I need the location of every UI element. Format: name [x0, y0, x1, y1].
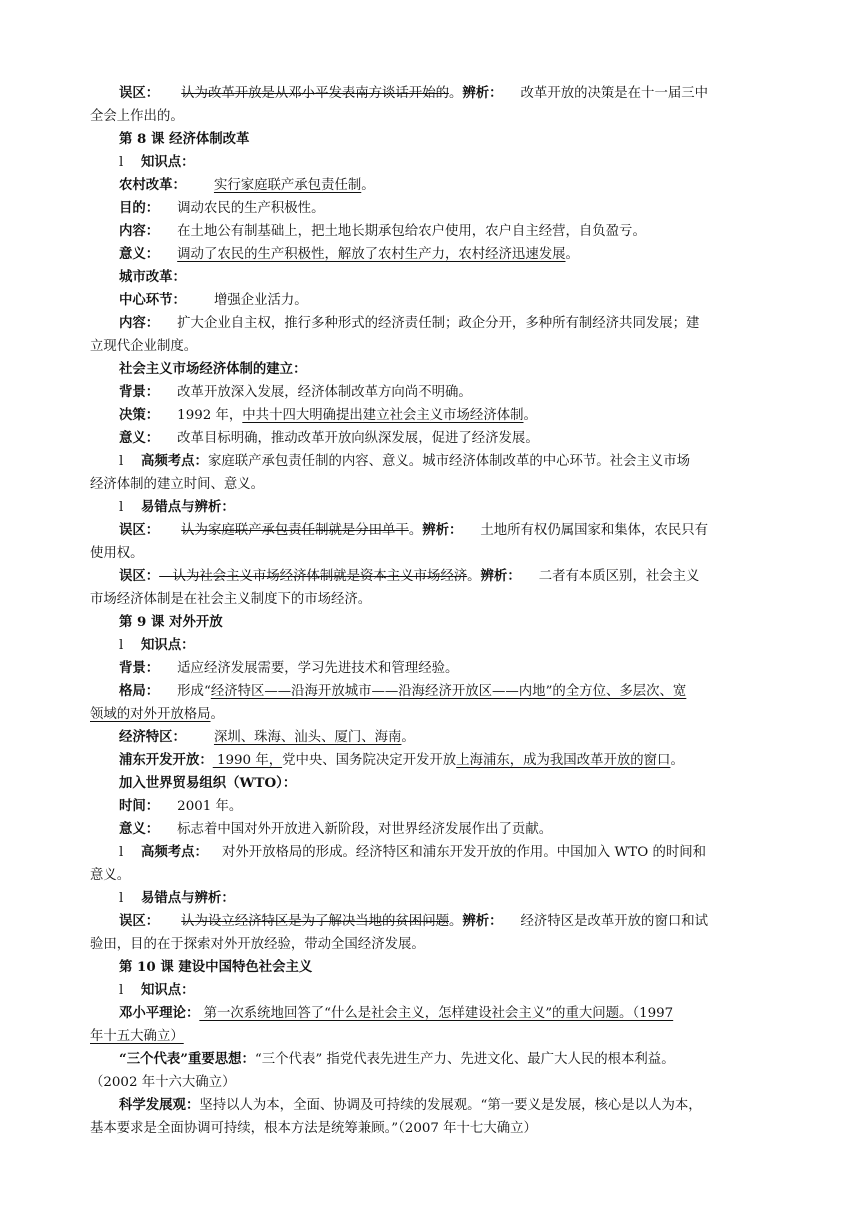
bold-term: 误区：: [119, 568, 160, 584]
text-segment: 第一次系统地回答了“什么是社会主义，怎样建设社会主义”的重大问题。（1997: [199, 1006, 674, 1021]
bold-term: 误区：: [119, 522, 160, 538]
text-line: [90, 1118, 537, 1140]
bold-term: 中心环节：: [119, 292, 186, 308]
text-line: [119, 244, 579, 266]
text-segment: 调动了农民的生产积极性，解放了农村生产力，农村经济迅速发展: [177, 247, 566, 262]
text-segment: 使用权。: [90, 546, 144, 561]
text-segment: 全会上作出的。: [90, 109, 184, 124]
text-segment: 经济体制的建立时间、意义。: [90, 477, 265, 492]
text-line: [90, 1026, 184, 1048]
text-line: [119, 1003, 673, 1025]
bold-term: 背景：: [119, 384, 160, 400]
text-segment: 改革目标明确，推动改革开放向纵深发展，促进了经济发展。: [177, 431, 539, 446]
text-line: [119, 520, 708, 542]
text-line: [119, 566, 699, 588]
text-segment: 验田，目的在于探索对外开放经验，带动全国经济发展。: [90, 937, 425, 952]
text-line: [119, 819, 552, 841]
text-line: [119, 727, 415, 749]
bold-term: 易错点与辨析：: [141, 499, 235, 515]
bold-term: 城市改革：: [119, 269, 186, 285]
text-segment: 党中央、国务院决定开发开放: [282, 753, 457, 768]
text-line: [119, 405, 537, 427]
text-line: [90, 543, 144, 565]
text-segment: l: [119, 638, 124, 653]
text-line: [119, 313, 699, 335]
bold-term: 意义：: [119, 430, 160, 446]
bold-term: 格局：: [119, 683, 160, 699]
text-segment: 。: [467, 569, 481, 584]
text-segment: （2002 年十六大确立）: [90, 1075, 236, 1090]
text-segment: 市场经济体制是在社会主义制度下的市场经济。: [90, 592, 372, 607]
bold-term: 辨析：: [480, 568, 521, 584]
text-segment: 认为家庭联产承包责任制就是分田单干: [181, 523, 409, 538]
bold-term: 决策：: [119, 407, 160, 423]
text-line: [119, 451, 690, 473]
bold-term: 第 9 课 对外开放: [119, 614, 223, 630]
text-line: [119, 1095, 702, 1117]
text-segment: l: [119, 891, 124, 906]
bold-term: 意义：: [119, 821, 160, 837]
bold-term: 辨析：: [462, 85, 503, 101]
bold-term: 辨析：: [422, 522, 463, 538]
bold-term: 邓小平理论：: [119, 1005, 200, 1021]
text-segment: 认为设立经济特区是为了解决当地的贫困问题: [181, 914, 449, 929]
text-line: [90, 589, 371, 611]
text-segment: 在土地公有制基础上，把土地长期承包给农户使用，农户自主经营，自负盈亏。: [177, 224, 646, 239]
bold-term: 意义：: [119, 246, 160, 262]
text-line: [119, 267, 186, 289]
text-segment: 。: [670, 753, 684, 768]
text-line: [119, 497, 235, 519]
text-line: [119, 980, 195, 1002]
text-line: [90, 865, 130, 887]
text-segment: 扩大企业自主权，推行多种形式的经济责任制；政企分开，多种所有制经济共同发展；建: [177, 316, 700, 331]
text-segment: 意义。: [90, 868, 131, 883]
bold-term: 科学发展观：: [119, 1097, 200, 1113]
bold-term: 误区：: [119, 85, 160, 101]
bold-term: 农村改革：: [119, 177, 186, 193]
text-line: [119, 359, 306, 381]
text-segment: 坚持以人为本，全面、协调及可持续的发展观。“第一要义是发展，核心是以人为本，: [199, 1098, 702, 1113]
text-segment: 土地所有权仍属国家和集体，农民只有: [480, 523, 709, 538]
text-segment: 。: [401, 730, 415, 745]
text-line: [119, 658, 458, 680]
bold-term: 第 10 课 建设中国特色社会主义: [119, 959, 313, 975]
text-line: [119, 612, 223, 634]
bold-term: 知识点：: [141, 982, 195, 998]
text-segment: “三个代表” 指党代表先进生产力、先进文化、最广大人民的根本利益。: [254, 1052, 675, 1067]
text-segment: 形成“: [177, 684, 211, 699]
text-segment: 改革开放的决策是在十一届三中: [520, 86, 709, 101]
text-segment: 标志着中国对外开放进入新阶段，对世界经济发展作出了贡献。: [177, 822, 553, 837]
text-segment: 家庭联产承包责任制的内容、意义。城市经济体制改革的中心环节。社会主义市场: [207, 454, 691, 469]
bold-term: 时间：: [119, 798, 160, 814]
text-segment: 实行家庭联产承包责任制: [213, 178, 362, 193]
text-line: [90, 336, 197, 358]
text-line: [119, 1049, 675, 1071]
text-segment: l: [119, 155, 124, 170]
text-line: [90, 474, 264, 496]
text-segment: 。: [448, 86, 463, 101]
bold-term: “三个代表”重要思想：: [119, 1051, 255, 1067]
text-segment: l: [119, 500, 124, 515]
text-segment: 。: [448, 914, 463, 929]
bold-term: 第 8 课 经济体制改革: [119, 131, 250, 147]
text-line: [119, 152, 195, 174]
text-segment: 认为改革开放是从邓小平发表南方谈话开始的: [181, 86, 449, 101]
text-segment: 。: [565, 247, 579, 262]
text-segment: 上海浦东，成为我国改革开放的窗口: [456, 753, 671, 768]
text-line: [119, 773, 296, 795]
text-line: [119, 428, 539, 450]
text-segment: 改革开放深入发展，经济体制改革方向尚不明确。: [177, 385, 472, 400]
bold-term: 加入世界贸易组织（WTO）：: [119, 775, 297, 791]
text-line: [119, 635, 195, 657]
text-line: [119, 290, 308, 312]
bold-term: 辨析：: [462, 913, 503, 929]
text-segment: 基本要求是全面协调可持续，根本方法是统筹兼顾。”（2007 年十七大确立）: [90, 1121, 537, 1136]
bold-term: 内容：: [119, 315, 160, 331]
text-line: [119, 129, 249, 151]
bold-term: 社会主义市场经济体制的建立：: [119, 361, 307, 377]
text-line: [119, 796, 242, 818]
text-line: [119, 957, 312, 979]
text-line: [119, 221, 646, 243]
text-line: [119, 842, 706, 864]
text-segment: 深圳、珠海、汕头、厦门、海南: [213, 730, 402, 745]
text-segment: l: [119, 983, 124, 998]
text-segment: l: [119, 845, 124, 860]
bold-term: 知识点：: [141, 637, 195, 653]
text-line: [119, 681, 686, 703]
text-segment: 经济特区——沿海开放城市——沿海经济开放区——内地”的全方位、多层次、宽: [210, 684, 687, 699]
text-segment: 经济特区是改革开放的窗口和试: [520, 914, 709, 929]
text-line: [119, 750, 684, 772]
bold-term: 内容：: [119, 223, 160, 239]
text-segment: 1992 年，: [177, 408, 243, 423]
text-segment: 2001 年。: [177, 799, 243, 814]
text-segment: 。: [361, 178, 375, 193]
text-line: [90, 704, 224, 726]
text-line: [119, 175, 375, 197]
text-line: [90, 106, 184, 128]
text-line: [90, 934, 425, 956]
text-segment: 年十五大确立）: [90, 1029, 184, 1044]
text-segment: 调动农民的生产积极性。: [177, 201, 325, 216]
text-segment: 对外开放格局的形成。经济特区和浦东开发开放的作用。中国加入 WTO 的时间和: [221, 845, 707, 860]
text-segment: 领域的对外开放格局: [90, 707, 211, 722]
text-line: [119, 888, 235, 910]
text-line: [90, 1072, 235, 1094]
bold-term: 误区：: [119, 913, 160, 929]
text-segment: 。: [408, 523, 423, 538]
bold-term: 高频考点：: [141, 453, 208, 469]
text-segment: 。: [210, 707, 224, 722]
text-segment: 中共十四大明确提出建立社会主义市场经济体制: [242, 408, 524, 423]
text-segment: 立现代企业制度。: [90, 339, 198, 354]
text-line: [119, 382, 472, 404]
bold-term: 目的：: [119, 200, 160, 216]
text-line: [119, 198, 324, 220]
text-segment: l: [119, 454, 124, 469]
bold-term: 背景：: [119, 660, 160, 676]
bold-term: 经济特区：: [119, 729, 186, 745]
text-segment: 适应经济发展需要，学习先进技术和管理经验。: [177, 661, 459, 676]
text-line: [119, 911, 708, 933]
text-segment: 。: [523, 408, 537, 423]
bold-term: 易错点与辨析：: [141, 890, 235, 906]
text-line: [119, 83, 708, 105]
bold-term: 知识点：: [141, 154, 195, 170]
text-segment: —认为社会主义市场经济体制就是资本主义市场经济: [159, 569, 468, 584]
bold-term: 高频考点：: [141, 844, 208, 860]
bold-term: 浦东开发开放：: [119, 752, 213, 768]
text-segment: 二者有本质区别，社会主义: [538, 569, 700, 584]
text-segment: 增强企业活力。: [213, 293, 308, 308]
text-segment: 1990 年，: [212, 753, 283, 768]
